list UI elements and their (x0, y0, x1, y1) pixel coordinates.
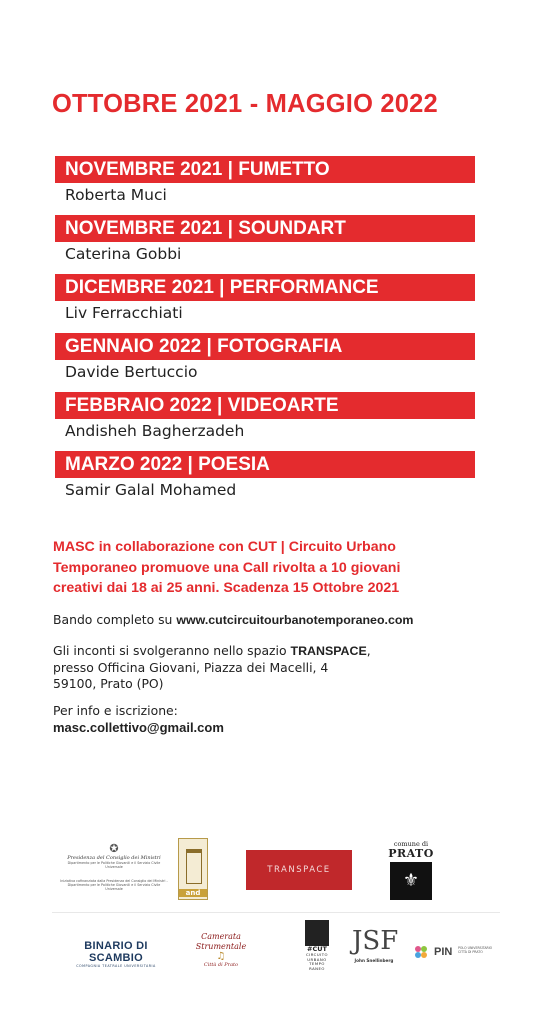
program-entry (55, 392, 475, 451)
bando-prefix: Bando completo su (53, 612, 173, 627)
transpace-logo: TRANSPACE (246, 850, 352, 890)
bando-link[interactable]: www.cutcircuitourbanotemporaneo.com (176, 613, 414, 627)
contact-email[interactable]: masc.collettivo@gmail.com (53, 719, 224, 735)
binario-logo (60, 940, 172, 968)
emblem-icon: ✪ (109, 842, 119, 855)
and-label: and (179, 889, 207, 897)
venue-comma: , (366, 643, 371, 658)
ministry-note: Iniziativa cofinanziata dalla Presidenza del Consiglio dei Ministri - Dipartimento per le Politiche Giovanili e il Servizio Civile Universale (60, 879, 168, 891)
venue-block (53, 643, 503, 693)
program-artist: Caterina Gobbi (65, 245, 182, 263)
program-list (55, 156, 475, 510)
binario-subtitle: COMPAGNIA TEATRALE UNIVERSITARIA (76, 964, 156, 968)
towers-icon (186, 849, 202, 884)
call-line: creativi dai 18 ai 25 anni. Scadenza 15 Ottobre 2021 (53, 580, 400, 596)
partner-logos-top (60, 838, 490, 906)
camerata-name: Camerata Strumentale (195, 932, 247, 951)
program-entry (55, 451, 475, 510)
venue-name: TRANSPACE (290, 644, 367, 658)
program-artist: Liv Ferracchiati (65, 304, 183, 322)
violin-icon: ♫ (216, 951, 226, 962)
and-logo (178, 838, 208, 900)
pin-icon (414, 945, 428, 959)
pin-logo (414, 944, 494, 960)
pin-subtitle: POLO UNIVERSITARIO CITTÀ DI PRATO (458, 946, 493, 954)
cut-logo (304, 920, 330, 976)
ministry-subtitle: Dipartimento per le Politiche Giovanili e il Servizio Civile Universale (67, 861, 161, 869)
cut-name: #CUT (307, 945, 327, 953)
prato-logo (382, 840, 440, 904)
program-artist: Samir Galal Mohamed (65, 481, 237, 499)
camerata-subtitle: Città di Prato (203, 962, 239, 968)
jsf-logo (352, 924, 399, 974)
partner-logos-bottom (52, 918, 500, 980)
program-heading: MARZO 2022 | POESIA (55, 451, 475, 478)
jsf-name: John Snellinberg (354, 958, 394, 963)
call-line: Temporaneo promuove una Call rivolta a 10 giovani (53, 559, 401, 576)
program-entry (55, 215, 475, 274)
venue-city: 59100, Prato (PO) (53, 676, 164, 691)
call-line: MASC in collaborazione con CUT | Circuito Urbano (53, 539, 396, 555)
program-entry (55, 333, 475, 392)
program-entry (55, 274, 475, 333)
page-headline: OTTOBRE 2021 - MAGGIO 2022 (52, 90, 438, 118)
program-heading: NOVEMBRE 2021 | SOUNDART (55, 215, 475, 242)
program-heading: GENNAIO 2022 | FOTOGRAFIA (55, 333, 475, 360)
pin-name: PIN (434, 946, 453, 958)
program-heading: NOVEMBRE 2021 | FUMETTO (55, 156, 475, 183)
ministry-title: Presidenza del Consiglio dei Ministri (67, 855, 161, 861)
fleur-de-lis-icon: ⚜ (390, 862, 432, 900)
contact-label: Per info e iscrizione: (53, 703, 178, 718)
camerata-logo (188, 932, 254, 970)
venue-prefix: Gli inconti si svolgeranno nello spazio (53, 643, 287, 658)
prato-name: PRATO (388, 847, 434, 860)
prato-small-label: comune di (393, 840, 429, 848)
contact-block (53, 703, 503, 736)
jsf-mark: JSF (352, 926, 399, 956)
program-heading: DICEMBRE 2021 | PERFORMANCE (55, 274, 475, 301)
ministry-logo (60, 842, 168, 904)
program-heading: FEBBRAIO 2022 | VIDEOARTE (55, 392, 475, 419)
cut-icon (305, 920, 329, 946)
bando-line (53, 612, 503, 629)
program-artist: Andisheh Bagherzadeh (65, 422, 245, 440)
cut-subtitle: CIRCUITO URBANO TEMPO RANEO (305, 952, 329, 971)
binario-name: BINARIO DI SCAMBIO (84, 940, 148, 964)
program-artist: Davide Bertuccio (65, 363, 198, 381)
program-entry (55, 156, 475, 215)
venue-address: presso Officina Giovani, Piazza dei Macelli, 4 (53, 659, 329, 675)
divider (52, 912, 500, 913)
program-artist: Roberta Muci (65, 186, 167, 204)
call-announcement (53, 537, 493, 599)
